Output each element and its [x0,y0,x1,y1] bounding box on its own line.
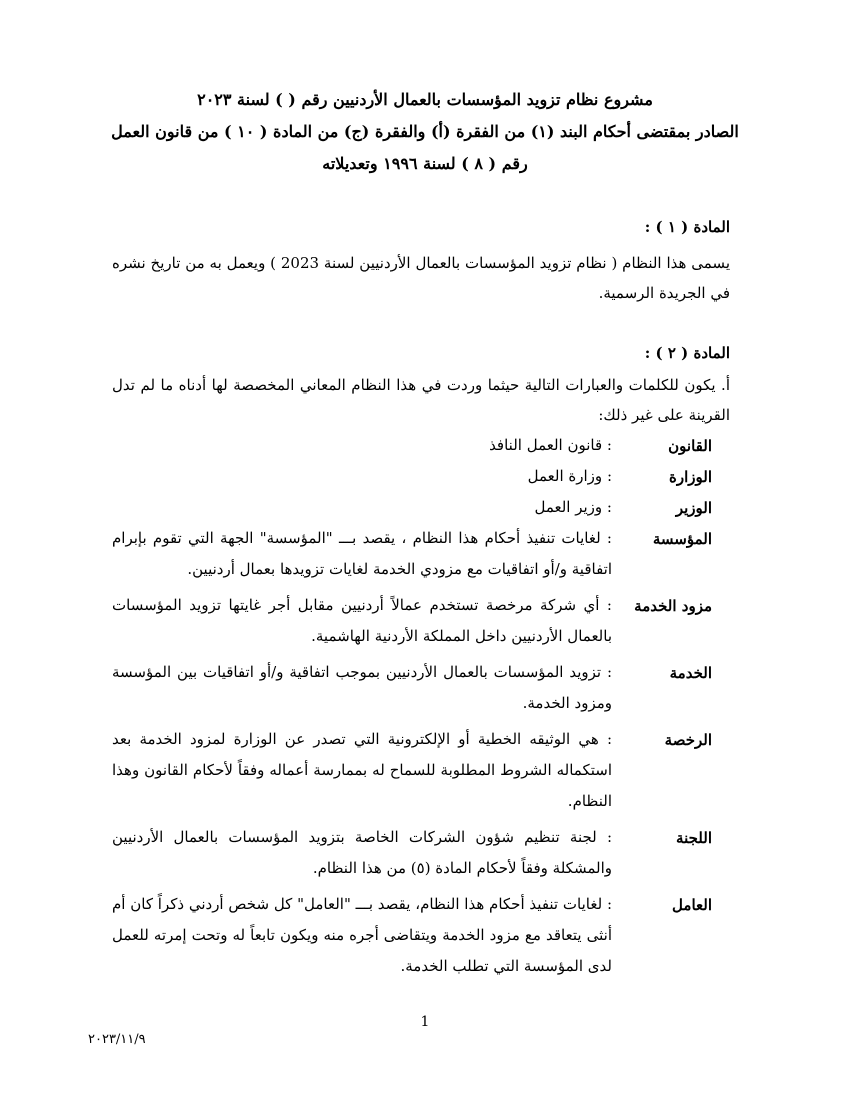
definition-term: المؤسسة [652,530,712,548]
footer-date: ٢٠٢٣/١١/٩ [88,1032,146,1047]
definition-text: : هي الوثيقه الخطية أو الإلكترونية التي تصدر عن الوزارة لمزود الخدمة بعد استكماله الشروط المطلوبة للسماح له بممارسة أعماله وفقاً لأحكام القانون وهذا النظام. [112,730,612,810]
definition-text: : لجنة تنظيم شؤون الشركات الخاصة بتزويد المؤسسات بالعمال الأردنيين والمشكلة وفقاً لأحكام المادة (٥) من هذا النظام. [112,828,612,877]
definition-term: الرخصة [664,731,712,749]
title-line-2: الصادر بمقتضى أحكام البند (١) من الفقرة (أ) والفقرة (ج) من المادة ( ١٠ ) من قانون العمل [111,122,739,141]
definition-term: اللجنة [676,829,712,847]
definition-text: : أي شركة مرخصة تستخدم عمالاً أردنيين مقابل أجر غايتها تزويد المؤسسات بالعمال الأردنيين داخل المملكة الأردنية الهاشمية. [112,596,612,645]
definition-term: مزود الخدمة [634,597,712,615]
definition-text: : وزارة العمل [527,467,612,485]
definition-term: العامل [672,896,712,914]
definition-term: الخدمة [669,664,712,682]
article-2-heading: المادة ( ٢ ) : [644,344,730,362]
definition-text: : تزويد المؤسسات بالعمال الأردنيين بموجب اتفاقية و/أو اتفاقيات بين المؤسسة ومزود الخدمة. [112,663,612,712]
definition-text: : لغايات تنفيذ أحكام هذا النظام ، يقصد بـــ "المؤسسة" الجهة التي تقوم بإبرام اتفاقية و/أو اتفاقيات مع مزودي الخدمة لغايات تزويدها بعمال أردنيين. [112,529,612,578]
definition-text: : قانون العمل النافذ [489,436,612,454]
definition-term: القانون [668,437,712,455]
article-1-heading: المادة ( ١ ) : [644,218,730,236]
article-2-intro: أ. يكون للكلمات والعبارات التالية حيثما وردت في هذا النظام المعاني المخصصة لها أدناه ما لم تدل القرينة على غير ذلك: [112,376,730,424]
definition-term: الوزير [675,499,712,517]
title-line-1: مشروع نظام تزويد المؤسسات بالعمال الأردنيين رقم ( ) لسنة ٢٠٢٣ [197,90,653,109]
article-1-text: يسمى هذا النظام ( نظام تزويد المؤسسات بالعمال الأردنيين لسنة 2023 ) ويعمل به من تاريخ نشره في الجريدة الرسمية. [112,254,730,302]
page-number: 1 [420,1014,430,1030]
title-line-3: رقم ( ٨ ) لسنة ١٩٩٦ وتعديلاته [322,154,528,173]
definition-text: : وزير العمل [534,498,612,516]
definition-term: الوزارة [668,468,712,486]
definition-text: : لغايات تنفيذ أحكام هذا النظام، يقصد بـــ "العامل" كل شخص أردني ذكراً كان أم أنثى يتعاقد مع مزود الخدمة ويتقاضى أجره منه ويكون تابعاً له وتحت إمرته للعمل لدى المؤسسة التي تطلب الخدمة. [112,895,612,975]
